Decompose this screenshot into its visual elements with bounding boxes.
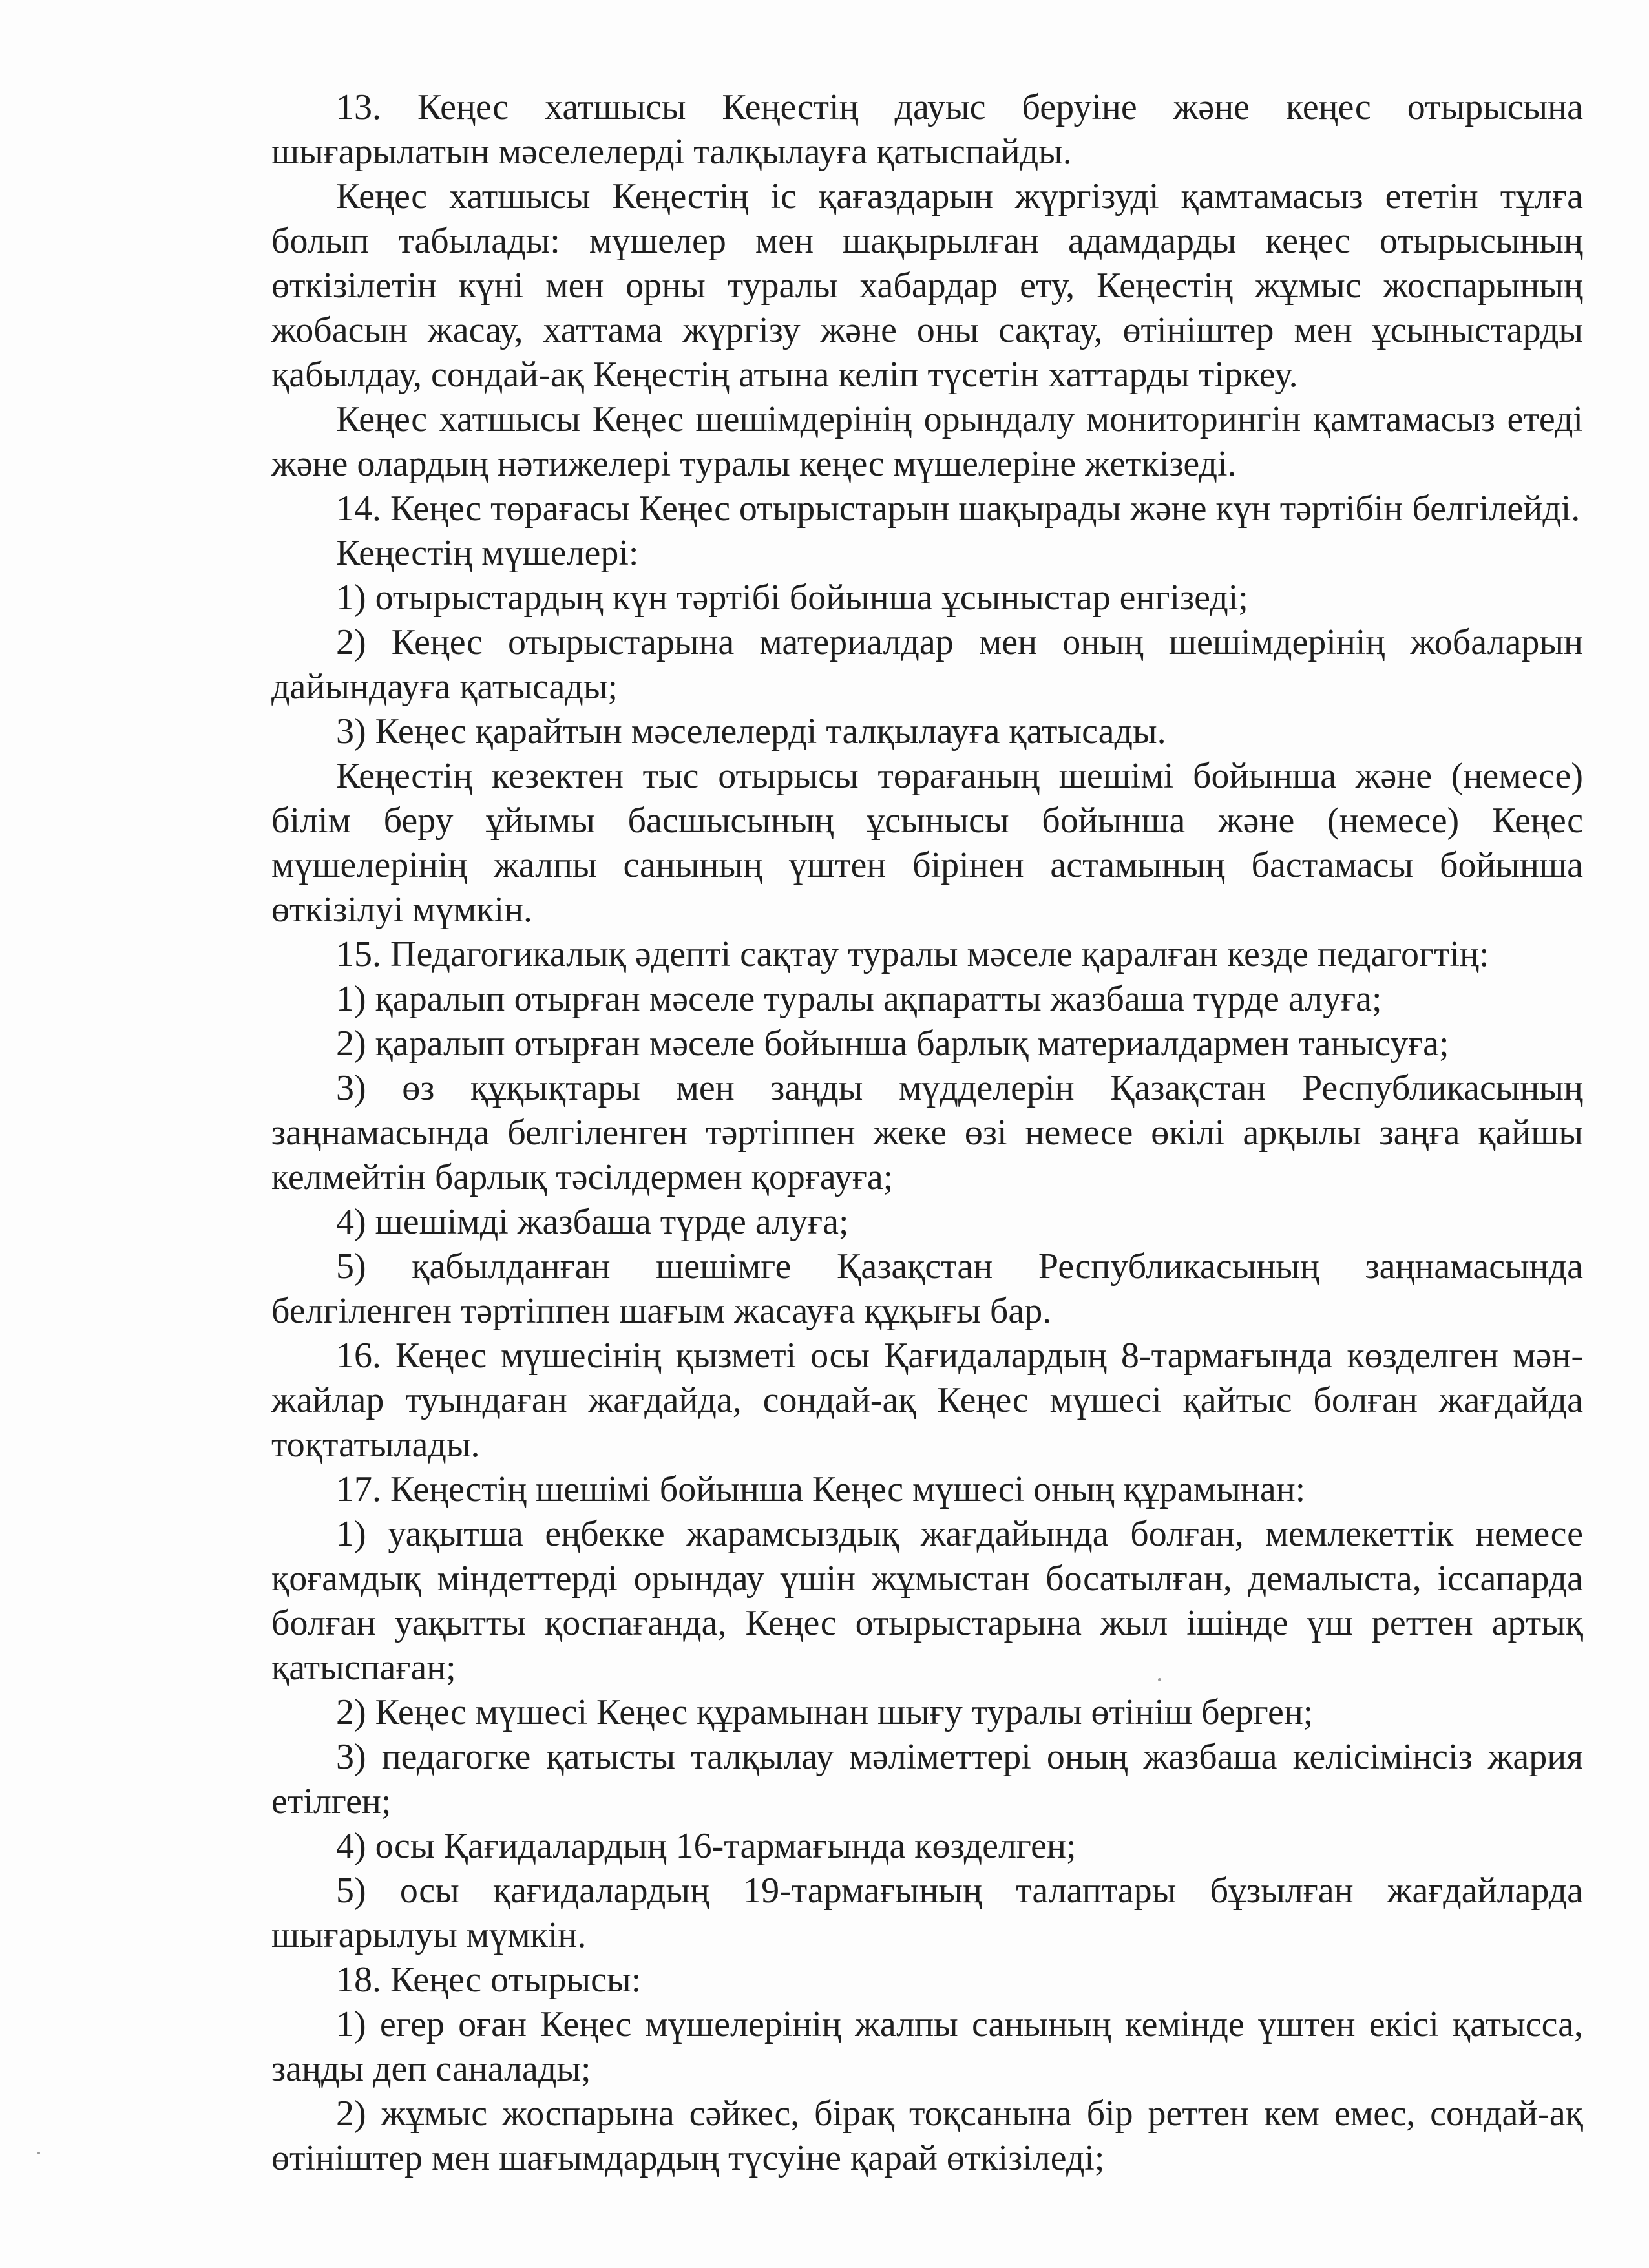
list-item: 1) уақытша еңбекке жарамсыздық жағдайында болған, мемлекеттік немесе қоғамдық міндеттерді орындау үшін жұмыстан босатылған, демалыста, іссапарда болған уақытты қоспағанда, Кеңес отырыстарына жыл ішінде үш реттен артық қатыспаған; [271,1514,1583,1688]
paragraph-extraordinary-meeting: Кеңестің кезектен тыс отырысы төрағаның шешімі бойынша және (немесе) білім беру ұйымы басшысының ұсынысы бойынша және (немесе) Кеңес мүшелерінің жалпы санының үштен бірінен астамының бастамасы бойынша өткізілуі мүмкін. [271,756,1583,930]
list-item: 5) қабылданған шешімге Қазақстан Республикасының заңнамасында белгіленген тәртіппен шағым жасауға құқығы бар. [271,1246,1583,1331]
list-item: 2) қаралып отырған мәселе бойынша барлық материалдармен танысуға; [336,1024,1449,1064]
list-item: 1) қаралып отырған мәселе туралы ақпаратты жазбаша түрде алуға; [336,979,1382,1019]
scan-speck [1158,1678,1161,1681]
list-item: 1) отырыстардың күн тәртібі бойынша ұсыныстар енгізеді; [336,578,1248,618]
list-item: 1) егер оған Кеңес мүшелерінің жалпы санының кемінде үштен екісі қатысса, заңды деп саналады; [271,2004,1583,2089]
list-item: 3) өз құқықтары мен заңды мүдделерін Қазақстан Республикасының заңнамасында белгіленген тәртіппен жеке өзі немесе өкілі арқылы заңға қайшы келмейтін барлық тәсілдермен қорғауға; [271,1068,1583,1197]
list-item: 2) Кеңес мүшесі Кеңес құрамынан шығу туралы өтініш берген; [336,1692,1314,1732]
list-item: 2) жұмыс жоспарына сәйкес, бірақ тоқсанына бір реттен кем емес, сондай-ақ өтініштер мен шағымдардың түсуіне қарай өткізіледі; [271,2094,1583,2178]
document-body [271,85,1583,2181]
paragraph-17: 17. Кеңестің шешімі бойынша Кеңес мүшесі оның құрамынан: [336,1469,1306,1509]
paragraph-18: 18. Кеңес отырысы: [336,1960,642,2000]
list-item: 3) Кеңес қарайтын мәселелерді талқылауға қатысады. [336,711,1166,751]
list-item: 4) шешімді жазбаша түрде алуға; [336,1202,849,1242]
paragraph-secretary-duties: Кеңес хатшысы Кеңестің іс қағаздарын жүргізуді қамтамасыз ететін тұлға болып табылады: мүшелер мен шақырылған адамдарды кеңес отырысының өткізілетін күні мен орны туралы хабардар ету, Кеңестің жұмыс жоспарының жобасын жасау, хаттама жүргізу және оны сақтау, өтініштер мен ұсыныстарды қабылдау, сондай-ақ Кеңестің атына келіп түсетін хаттарды тіркеу. [271,176,1583,395]
paragraph-16: 16. Кеңес мүшесінің қызметі осы Қағидалардың 8-тармағында көзделген мән-жайлар туындаған жағдайда, сондай-ақ Кеңес мүшесі қайтыс болған жағдайда тоқтатылады. [271,1336,1583,1465]
paragraph-secretary-monitoring: Кеңес хатшысы Кеңес шешімдерінің орындалу мониторингін қамтамасыз етеді және олардың нәтижелері туралы кеңес мүшелеріне жеткізеді. [271,399,1583,484]
list-item: 2) Кеңес отырыстарына материалдар мен оның шешімдерінің жобаларын дайындауға қатысады; [271,622,1583,707]
paragraph-members-heading: Кеңестің мүшелері: [336,533,639,573]
list-item: 4) осы Қағидалардың 16-тармағында көзделген; [336,1826,1077,1866]
paragraph-13: 13. Кеңес хатшысы Кеңестің дауыс беруіне және кеңес отырысына шығарылатын мәселелерді талқылауға қатыспайды. [271,87,1583,172]
list-item: 3) педагогке қатысты талқылау мәліметтері оның жазбаша келісімінсіз жария етілген; [271,1737,1583,1822]
scan-speck [37,2152,40,2154]
paragraph-15: 15. Педагогикалық әдепті сақтау туралы мәселе қаралған кезде педагогтің: [336,934,1489,974]
paragraph-14: 14. Кеңес төрағасы Кеңес отырыстарын шақырады және күн тәртібін белгілейді. [336,488,1581,529]
list-item: 5) осы қағидалардың 19-тармағының талаптары бұзылған жағдайларда шығарылуы мүмкін. [271,1871,1583,1955]
